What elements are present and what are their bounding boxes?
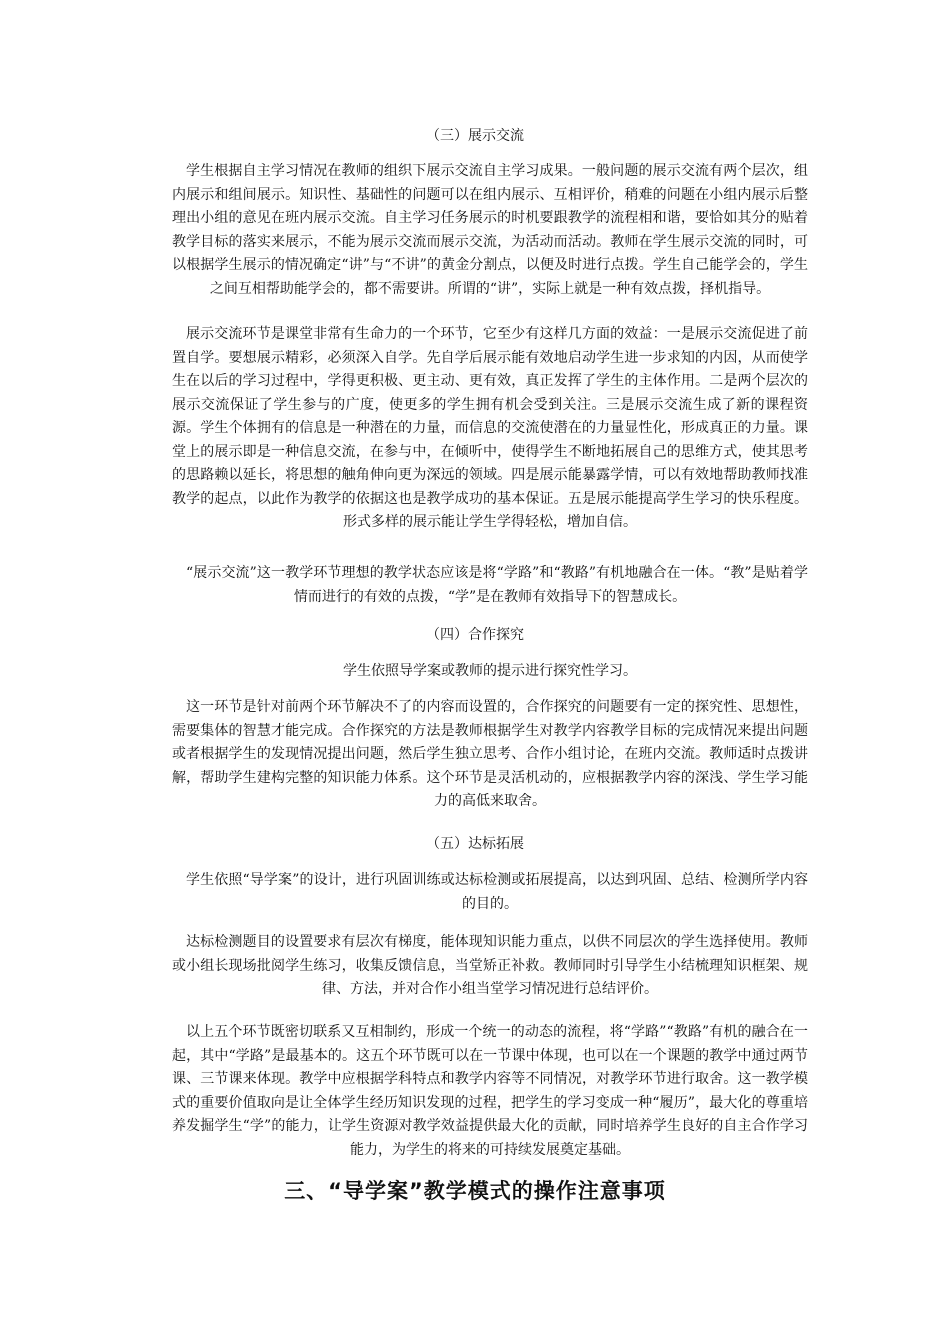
paragraph-cooperative-inquiry-intro: 学生依照导学案或教师的提示进行探究性学习。 bbox=[343, 663, 637, 679]
subheading-target-extension: （五）达标拓展 bbox=[426, 836, 524, 852]
paragraph-display-exchange-benefits: 展示交流环节是课堂非常有生命力的一个环节，它至少有这样几方面的效益：一是展示交流促进了前置自学。要想展示精彩，必须深入自学。先自学后展示能有效地启动学生进一步求知的内因，从而使学生在以后的学习过程中，学得更积极、更主动、更有效，真正发挥了学生的主体作用。二是两个层次的展示交流保证了学生参与的广度，使更多的学生拥有机会受到关注。三是展示交流生成了新的课程资源。学生个体拥有的信息是一种潜在的力量，而信息的交流使潜在的力量显性化，形成真正的力量。课堂上的展示即是一种信息交流，在参与中，在倾听中，使得学生不断地拓展自己的思维方式，使其思考的思路赖以延长，将思想的触角伸向更为深远的领域。四是展示能暴露学情，可以有效地帮助教师找准教学的起点，以此作为教学的依据这也是教学成功的基本保证。五是展示能提高学生学习的快乐程度。形式多样的展示能让学生学得轻松，增加自信。 bbox=[172, 326, 808, 530]
paragraph-five-steps-summary: 以上五个环节既密切联系又互相制约，形成一个统一的动态的流程，将“学路”“教路”有机的融合在一起，其中“学路”是最基本的。这五个环节既可以在一节课中体现，也可以在一个课题的教学中通过两节课、三节课来体现。教学中应根据学科特点和教学内容等不同情况，对教学环节进行取舍。这一教学模式的重要价值取向是让全体学生经历知识发现的过程，把学生的学习变成一种“履历”，最大化的尊重培养发掘学生“学”的能力，让学生资源对教学效益提供最大化的贡献，同时培养学生良好的自主合作学习能力，为学生的将来的可持续发展奠定基础。 bbox=[172, 1024, 808, 1158]
paragraph-display-exchange-ideal-state: “展示交流”这一教学环节理想的教学状态应该是将“学路”和“教路”有机地融合在一体。“教”是贴着学情而进行的有效的点拨，“学”是在教师有效指导下的智慧成长。 bbox=[186, 565, 808, 605]
subheading-display-exchange: （三）展示交流 bbox=[426, 128, 524, 144]
paragraph-target-extension-intro: 学生依照“导学案”的设计，进行巩固训练或达标检测或拓展提高，以达到巩固、总结、检测所学内容的目的。 bbox=[186, 872, 808, 912]
paragraph-target-extension-detail: 达标检测题目的设置要求有层次有梯度，能体现知识能力重点，以供不同层次的学生选择使用。教师或小组长现场批阅学生练习，收集反馈信息，当堂矫正补救。教师同时引导学生小结梳理知识框架、规律、方法，并对合作小组当堂学习情况进行总结评价。 bbox=[172, 934, 808, 997]
section-title-operation-notes: 三、“导学案”教学模式的操作注意事项 bbox=[284, 1179, 666, 1203]
paragraph-display-exchange-intro: 学生根据自主学习情况在教师的组织下展示交流自主学习成果。一般问题的展示交流有两个层次，组内展示和组间展示。知识性、基础性的问题可以在组内展示、互相评价，稍难的问题在小组内展示后整理出小组的意见在班内展示交流。自主学习任务展示的时机要跟教学的流程相和谐，要恰如其分的贴着教学目标的落实来展示，不能为展示交流而展示交流，为活动而活动。教师在学生展示交流的同时，可以根据学生展示的情况确定“讲”与“不讲”的黄金分割点，以便及时进行点拨。学生自己能学会的，学生之间互相帮助能学会的，都不需要讲。所谓的“讲”，实际上就是一种有效点拨，择机指导。 bbox=[172, 163, 808, 297]
paragraph-cooperative-inquiry-detail: 这一环节是针对前两个环节解决不了的内容而设置的，合作探究的问题要有一定的探究性、思想性，需要集体的智慧才能完成。合作探究的方法是教师根据学生对教学内容教学目标的完成情况来提出问题或者根据学生的发现情况提出问题，然后学生独立思考、合作小组讨论，在班内交流。教师适时点拨讲解，帮助学生建构完整的知识能力体系。这个环节是灵活机动的，应根据教学内容的深浅、学生学习能力的高低来取舍。 bbox=[172, 699, 808, 809]
subheading-cooperative-inquiry: （四）合作探究 bbox=[426, 627, 524, 643]
